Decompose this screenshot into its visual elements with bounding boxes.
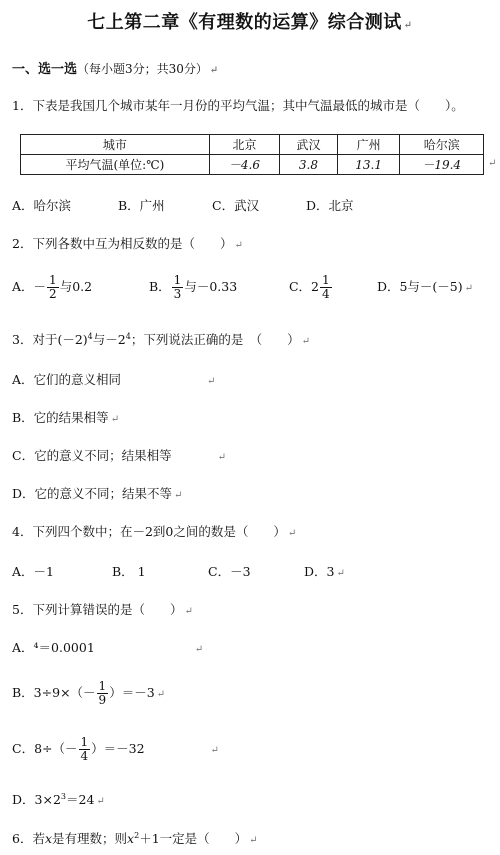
question-4-stem: 4．下列四个数中；在－2到0之间的数是（ ） ↵ — [12, 524, 297, 539]
page-title: 七上第二章《有理数的运算》综合测试 ↵ — [87, 12, 413, 33]
option-b: B．广州 — [118, 198, 165, 213]
question-2-options — [12, 274, 473, 301]
question-1-stem: 1．下表是我国几个城市某年一月份的平均气温；其中气温最低的城市是（ ）。 — [12, 98, 464, 113]
table-cell: －4.6 — [209, 155, 279, 175]
question-3-option-b: B．它的结果相等 ↵ — [12, 410, 120, 425]
option-c: C．2 $\frac{1}{4}$ — [288, 273, 330, 301]
option-c: C．武汉 — [212, 198, 260, 213]
option-c: C．－3 — [208, 564, 251, 579]
table-cell: 北京 — [209, 135, 279, 155]
question-1-options — [12, 196, 354, 214]
table-cell: －19.4 — [400, 155, 484, 175]
question-6-stem: 6．若x是有理数；则$x^2+1$一定是（ ） ↵ — [12, 830, 258, 846]
table-cell: 3.8 — [280, 155, 338, 175]
option-a: A．－ $\frac{1}{2}$ 与0.2 — [12, 273, 93, 301]
question-5-option-b: B．3÷9×（－ $\frac{1}{9}$ ）＝－3 ↵ — [12, 679, 166, 707]
question-5-option-c: C．8÷（－ $\frac{1}{4}$ ）＝－32 ↵ — [12, 735, 219, 763]
option-b: B． $\frac{1}{3}$ 与－0.33 — [148, 273, 238, 301]
table-cell: 武汉 — [280, 135, 338, 155]
temperature-table — [20, 134, 484, 175]
question-2-stem: 2．下列各数中互为相反数的是（ ） ↵ — [12, 236, 243, 251]
question-3-option-d: D．它的意义不同；结果不等 ↵ — [12, 486, 183, 501]
option-a: A．哈尔滨 — [12, 198, 72, 213]
option-b: B． 1 — [112, 564, 146, 579]
question-3-stem: 3．对于$(-2)^4$与$-2^4$；下列说法正确的是 （ ） ↵ — [12, 331, 310, 347]
para-mark: ↵ — [488, 158, 497, 169]
question-3-option-c: C．它的意义不同；结果相等 ↵ — [12, 448, 226, 463]
question-5-stem: 5．下列计算错误的是（ ） ↵ — [12, 602, 193, 617]
question-3-option-a: A．它们的意义相同 ↵ — [12, 372, 216, 387]
option-d: D．3 ↵ — [304, 564, 345, 579]
table-cell: 13.1 — [337, 155, 400, 175]
table-row — [21, 155, 484, 175]
section-heading: 一、选一选（每小题3分；共30分） ↵ — [12, 62, 219, 77]
option-d: D．5与－(－5) ↵ — [376, 279, 474, 294]
table-header-row — [21, 135, 484, 155]
question-4-options — [12, 562, 345, 580]
table-cell: 哈尔滨 — [400, 135, 484, 155]
table-cell: 平均气温(单位:℃) — [21, 155, 210, 175]
question-5-option-d: D．$3\times 2^3=24$ ↵ — [12, 791, 105, 807]
question-5-option-a: A．⁴＝0.0001 ↵ — [12, 640, 204, 655]
table-cell: 广州 — [337, 135, 400, 155]
option-a: A．－1 — [12, 564, 54, 579]
option-d: D．北京 — [306, 198, 354, 213]
table-cell: 城市 — [21, 135, 210, 155]
